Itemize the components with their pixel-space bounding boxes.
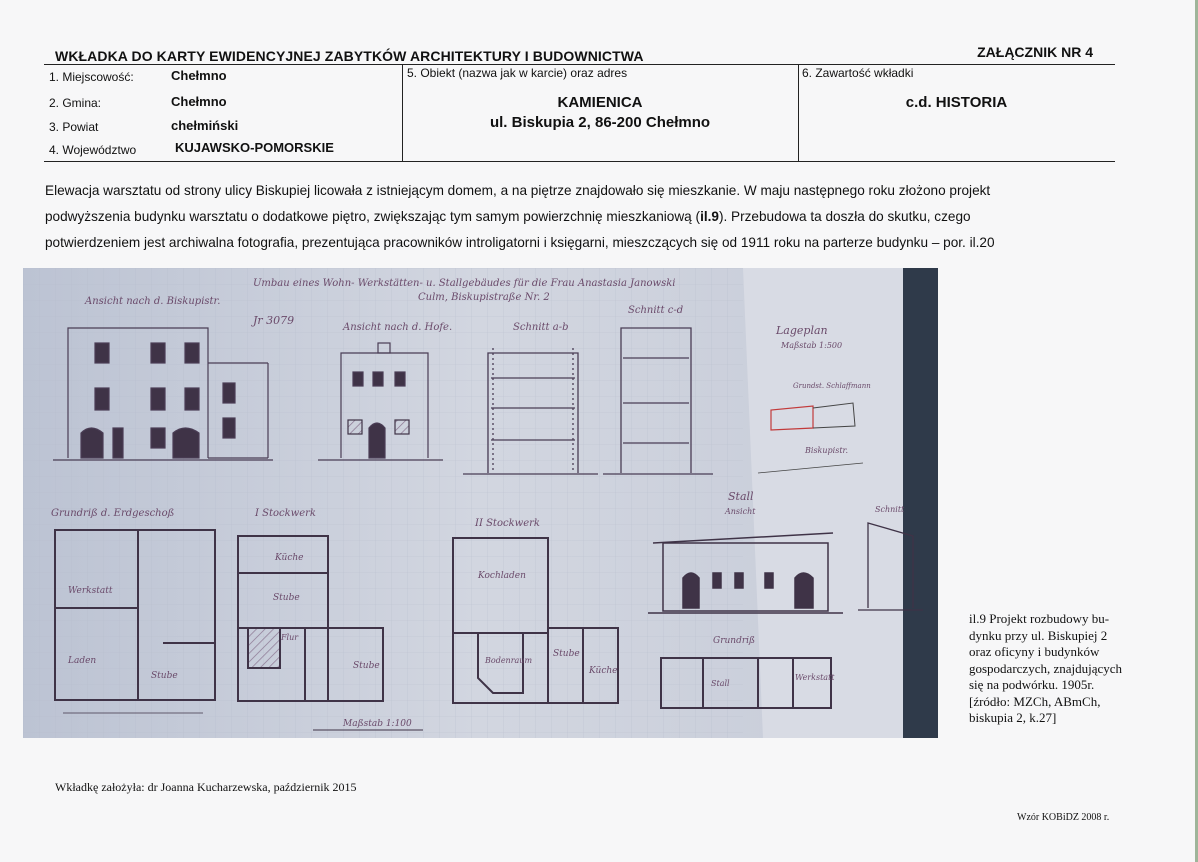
caption-line-6: [źródło: MZCh, ABmCh, [969,693,1101,709]
paragraph-line-1: Elewacja warsztatu od strony ulicy Biskupiej licowała z istniejącym domem, a na piętrze znajdowało się mieszkanie. W maju następnego roku złożono projekt [45,183,991,198]
room-kuche-first: Küche [275,553,304,563]
room-bodenraum: Bodenraum [485,656,533,665]
commune-label: 2. Gmina: [49,96,102,110]
room-flur: Flur [281,633,299,642]
drawing-main-title: Umbau eines Wohn- Werkstätten- u. Stallgebäudes für die Frau Anastasia Janowski [253,278,676,289]
site-plan-neighbor: Grundst. Schlaffmann [793,382,871,390]
locality-label: 1. Miejscowość: [49,70,134,84]
author-note: Wkładkę założyła: dr Joanna Kucharzewska, październik 2015 [55,780,357,794]
drawing-scale: Maßstab 1:100 [343,719,412,729]
caption-line-7: biskupia 2, k.27] [969,710,1057,725]
room-stube-first: Stube [273,593,300,603]
room-stube-second: Stube [553,649,580,659]
stall-section-label: Schnitt [875,505,905,514]
paragraph-line-2-tail: ). Przebudowa ta doszła do skutku, czego [718,209,971,224]
voivodeship-label: 4. Województwo [49,143,137,157]
section-ab-label: Schnitt a-b [513,322,569,333]
site-plan-street: Biskupistr. [805,446,849,455]
table-divider-1 [402,64,403,162]
room-kuche-second: Küche [589,666,618,676]
elevation-front-label: Ansicht nach d. Biskupistr. [85,296,221,307]
caption-line-3: oraz oficyny i budynków [969,644,1100,659]
figure-reference: il.9 [700,209,719,224]
document-title: WKŁADKA DO KARTY EWIDENCYJNEJ ZABYTKÓW ARCHITEKTURY I BUDOWNICTWA [55,48,644,64]
site-plan-sheet [743,268,903,738]
caption-line-4: gospodarczych, znajdujących [969,660,1123,676]
section-cd-label: Schnitt c-d [628,305,684,316]
room-laden: Laden [68,656,97,666]
figure-caption [969,611,1149,727]
room-stube-annex: Stube [353,661,380,671]
room-stall: Stall [711,679,730,688]
first-floor-label: I Stockwerk [255,508,316,519]
room-stube-ground: Stube [151,671,178,681]
drawing-svg [23,268,938,738]
table-divider-2 [798,64,799,162]
annex-number: ZAŁĄCZNIK NR 4 [977,44,1093,60]
paragraph-line-3: potwierdzeniem jest archiwalna fotografia, prezentująca pracowników introligatorni i księgarni, mieszczących się od 1911 roku na parterze budynku – por. il.20 [45,235,995,250]
voivodeship-value: KUJAWSKO-POMORSKIE [175,140,334,155]
photo-dark-edge [903,268,938,738]
object-name: KAMIENICA [557,94,643,111]
commune-value: Chełmno [171,94,227,109]
district-label: 3. Powiat [49,120,99,134]
caption-line-5: się na podwórku. 1905r. [969,677,1095,692]
object-address: ul. Biskupia 2, 86-200 Chełmno [489,114,711,131]
site-plan-scale: Maßstab 1:500 [781,341,843,350]
paragraph-line-2 [45,204,1155,230]
district-value: chełmiński [171,118,239,133]
caption-line-1: il.9 Projekt rozbudowy bu- [969,611,1110,626]
architectural-drawing-photo [23,268,938,738]
template-note: Wzór KOBiDZ 2008 r. [1017,812,1110,823]
stall-label: Stall [728,490,754,503]
object-label: 5. Obiekt (nazwa jak w karcie) oraz adres [407,66,628,80]
table-top-rule [44,64,1115,65]
paragraph-line-2-text: podwyższenia budynku warsztatu o dodatkowe piętro, zwiększając tym samym powierzchnię mieszkaniową ( [45,209,701,224]
drawing-subtitle: Culm, Biskupistraße Nr. 2 [418,292,550,303]
locality-value: Chełmno [171,68,227,83]
contents-value: c.d. HISTORIA [905,94,1008,111]
room-kochladen: Kochladen [478,571,526,581]
room-werkstatt: Werkstatt [68,586,113,596]
room-werkstatt-stall: Werkstatt [795,673,835,682]
stall-plan-label: Grundriß [713,636,756,646]
site-plan-label: Lageplan [776,324,828,337]
table-bottom-rule [44,161,1115,162]
archive-stamp: Jr 3079 [253,314,295,327]
contents-label: 6. Zawartość wkładki [802,66,914,80]
second-floor-label: II Stockwerk [475,518,540,529]
stall-view-label: Ansicht [725,507,756,516]
caption-line-2: dynku przy ul. Biskupiej 2 [969,627,1108,643]
history-paragraph [45,178,1155,256]
elevation-court-label: Ansicht nach d. Hofe. [343,322,453,333]
ground-floor-label: Grundriß d. Erdgeschoß [51,508,175,519]
